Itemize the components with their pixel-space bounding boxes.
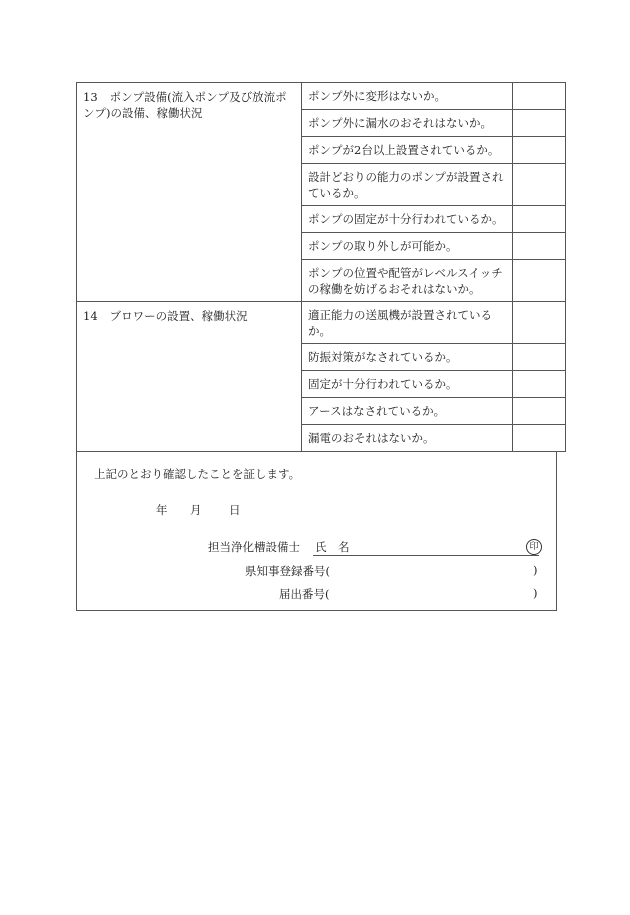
notification-close: ) [533, 586, 538, 600]
check-box[interactable] [513, 164, 566, 206]
notification-label: 届出番号( [279, 587, 330, 601]
check-box[interactable] [513, 206, 566, 233]
check-item: 設計どおりの能力のポンプが設置されているか。 [302, 164, 513, 206]
check-item: 適正能力の送風機が設置されているか。 [302, 302, 513, 344]
section-13-title-cell [77, 83, 302, 302]
certification-block [76, 452, 557, 611]
check-item: アースはなされているか。 [302, 398, 513, 425]
section-number: 14 [83, 309, 98, 323]
registration-label: 県知事登録番号( [245, 564, 330, 578]
check-item: 防振対策がなされているか。 [302, 344, 513, 371]
certification-statement: 上記のとおり確認したことを証します。 [94, 467, 301, 481]
seal-icon: 印 [526, 539, 542, 555]
check-box[interactable] [513, 110, 566, 137]
check-box[interactable] [513, 137, 566, 164]
check-item: ポンプ外に変形はないか。 [302, 83, 513, 110]
check-item: ポンプ外に漏水のおそれはないか。 [302, 110, 513, 137]
registration-close: ) [533, 563, 538, 577]
name-label: 氏 名 [315, 540, 350, 554]
date-month-label: 月 [190, 503, 202, 517]
section-title: ブロワーの設置、稼働状況 [109, 309, 248, 323]
table-row [77, 302, 566, 344]
check-item: ポンプの位置や配管がレベルスイッチの稼働を妨げるおそれはないか。 [302, 260, 513, 302]
inspection-form [76, 82, 556, 611]
name-signature-line[interactable] [313, 555, 539, 556]
section-number: 13 [83, 90, 98, 104]
check-item: 固定が十分行われているか。 [302, 371, 513, 398]
date-year-label: 年 [156, 503, 168, 517]
check-box[interactable] [513, 344, 566, 371]
checklist-table [76, 82, 566, 452]
check-box[interactable] [513, 425, 566, 452]
check-item: ポンプが2台以上設置されているか。 [302, 137, 513, 164]
check-box[interactable] [513, 260, 566, 302]
check-box[interactable] [513, 83, 566, 110]
role-label: 担当浄化槽設備士 [208, 540, 300, 554]
check-box[interactable] [513, 233, 566, 260]
check-box[interactable] [513, 302, 566, 344]
check-item: ポンプの取り外しが可能か。 [302, 233, 513, 260]
check-box[interactable] [513, 371, 566, 398]
check-item: 漏電のおそれはないか。 [302, 425, 513, 452]
check-item: ポンプの固定が十分行われているか。 [302, 206, 513, 233]
date-day-label: 日 [229, 503, 241, 517]
table-row [77, 83, 566, 110]
section-title: ポンプ設備(流入ポンプ及び放流ポンプ)の設備、稼働状況 [83, 90, 287, 120]
section-14-title-cell [77, 302, 302, 452]
check-box[interactable] [513, 398, 566, 425]
